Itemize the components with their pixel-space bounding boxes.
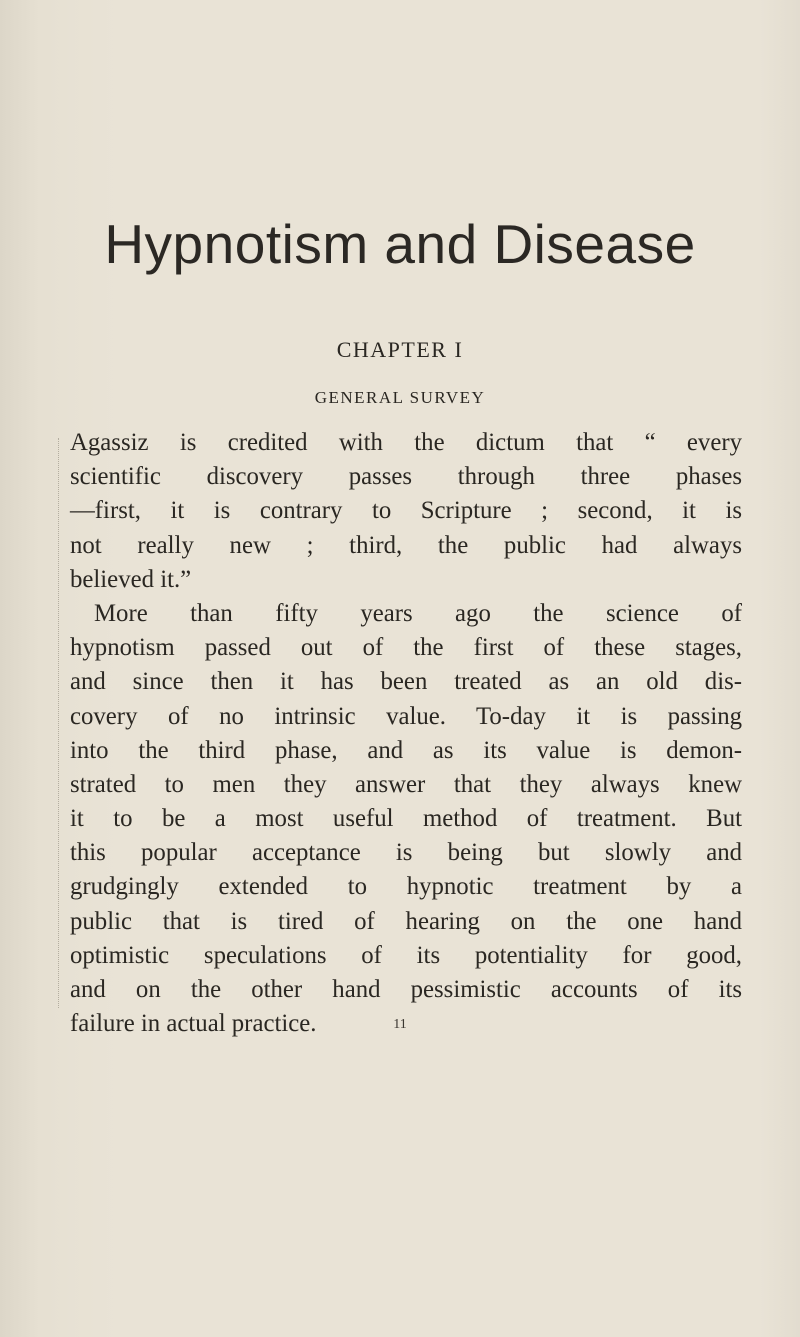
body-text	[70, 426, 742, 1041]
text-line: grudgingly extended to hypnotic treatment by a	[70, 873, 742, 901]
text-line: public that is tired of hearing on the one hand	[70, 907, 742, 935]
text-line: scientific discovery passes through three phases	[70, 463, 742, 491]
text-line: strated to men they answer that they always knew	[70, 770, 742, 798]
text-line: and on the other hand pessimistic accounts of its	[70, 976, 742, 1003]
text-line: hypnotism passed out of the first of these stages,	[70, 634, 742, 662]
text-line: covery of no intrinsic value. To-day it is passing	[70, 702, 742, 730]
chapter-heading: CHAPTER I	[336, 337, 464, 362]
text-line: it to be a most useful method of treatment. But	[70, 805, 742, 833]
text-line: Agassiz is credited with the dictum that “ every	[70, 429, 742, 456]
book-title: Hypnotism and Disease	[104, 213, 696, 275]
text-line: believed it.”	[70, 565, 192, 593]
text-line: optimistic speculations of its potentiality for good,	[70, 941, 742, 969]
text-line: not really new ; third, the public had always	[70, 531, 742, 559]
text-line: failure in actual practice.	[70, 1010, 317, 1038]
page-number: 11	[393, 1017, 407, 1032]
text-line: and since then it has been treated as an old dis-	[70, 668, 742, 696]
text-line: —first, it is contrary to Scripture ; second, it is	[70, 497, 742, 525]
paragraph-1	[70, 426, 742, 597]
text-line: into the third phase, and as its value is demon-	[70, 736, 742, 764]
text-line: this popular acceptance is being but slowly and	[70, 839, 742, 867]
chapter-subtitle: GENERAL SURVEY	[314, 388, 486, 407]
text-line: More than fifty years ago the science of	[94, 599, 742, 627]
paragraph-2	[70, 597, 742, 1041]
margin-shadow	[58, 438, 63, 1008]
